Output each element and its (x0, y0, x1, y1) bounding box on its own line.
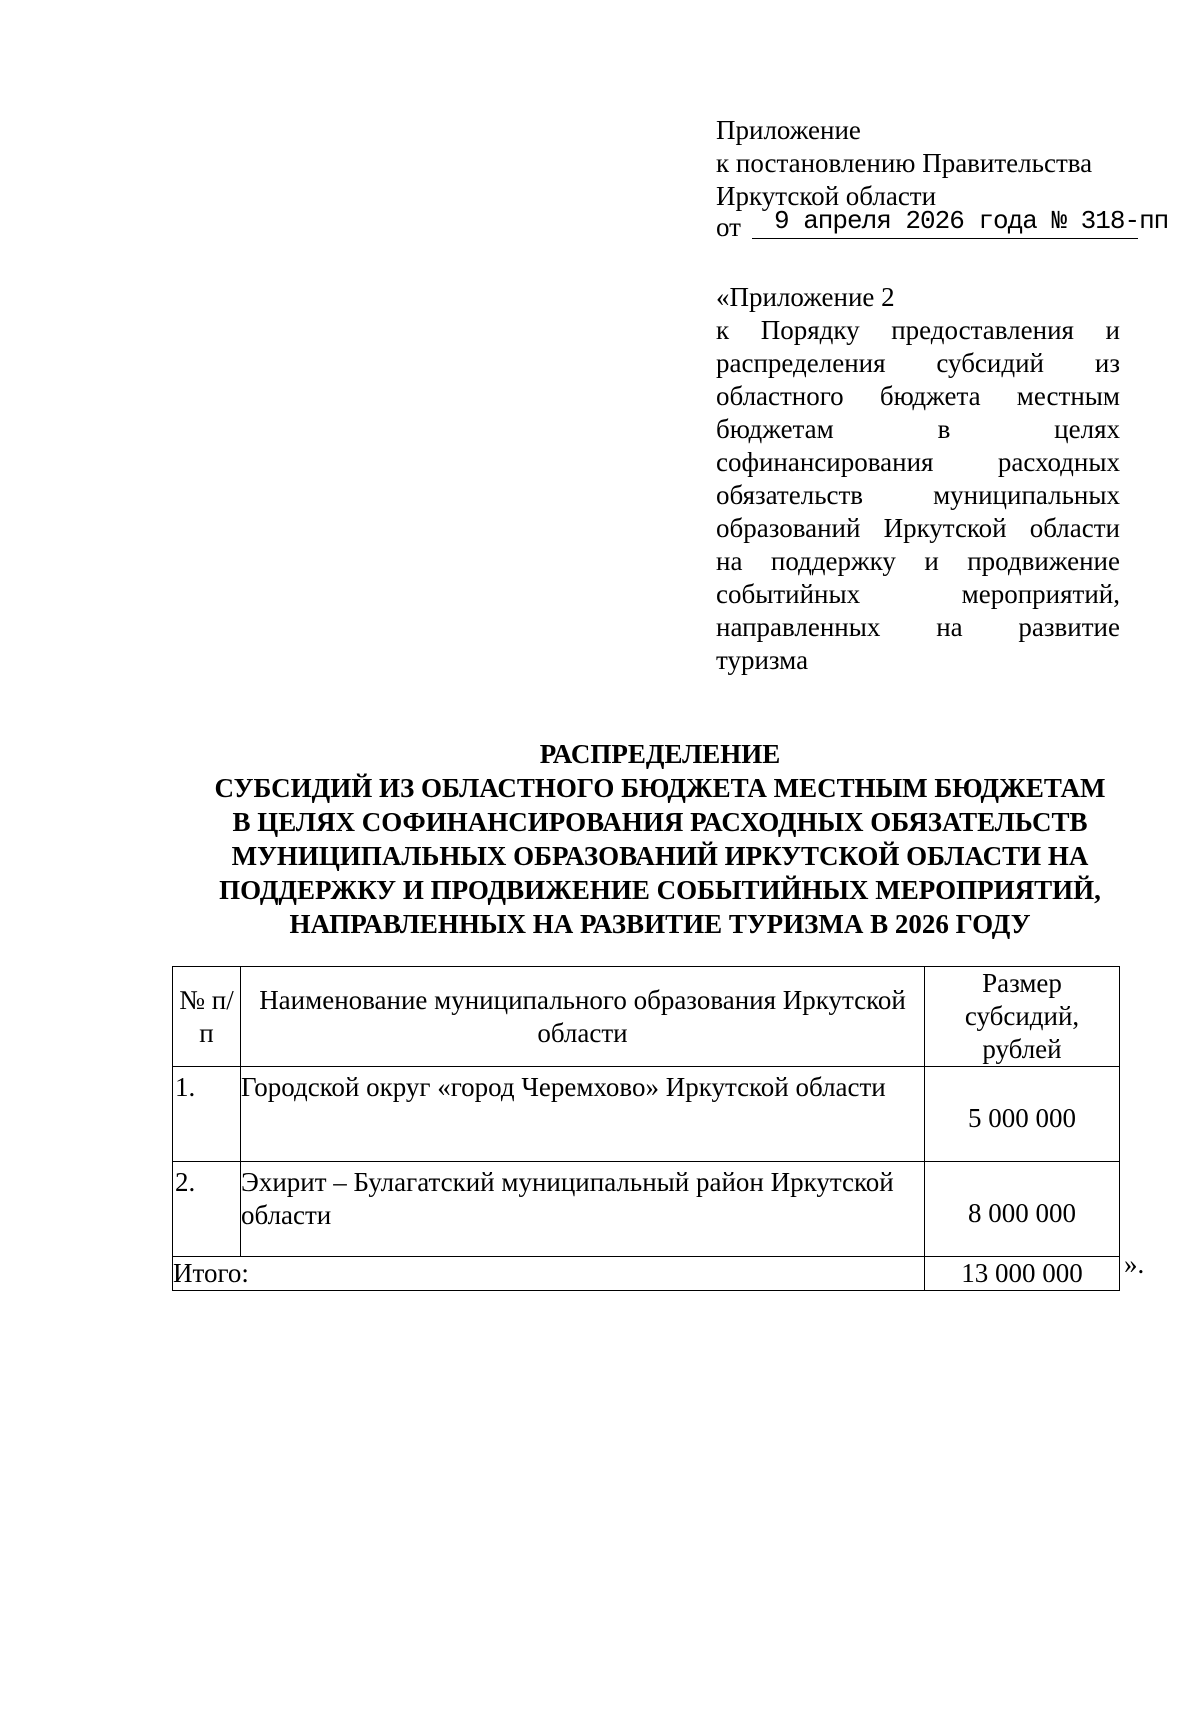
subsidy-table (172, 966, 1120, 1291)
heading-line-5: ПОДДЕРЖКУ И ПРОДВИЖЕНИЕ СОБЫТИЙНЫХ МЕРОПРИЯТИЙ, (219, 875, 1101, 905)
header-name: Наименование муниципального образования Иркутской области (241, 967, 925, 1067)
heading-line-2: СУБСИДИЙ ИЗ ОБЛАСТНОГО БЮДЖЕТА МЕСТНЫМ БЮДЖЕТАМ (214, 773, 1106, 803)
attachment-line-1: Приложение (716, 115, 861, 145)
attachment-line-2: к постановлению Правительства (716, 148, 1093, 178)
annex-2-title: «Приложение 2 (716, 282, 895, 312)
header-num: № п/п (173, 967, 241, 1067)
row-name: Городской округ «город Черемхово» Иркутской области (241, 1067, 925, 1162)
table-total-row (173, 1257, 1120, 1291)
annex-2-header (716, 281, 1120, 677)
attachment-header (716, 114, 1136, 213)
total-amount: 13 000 000 (925, 1257, 1120, 1291)
annex-2-body: к Порядку предоставления и распределения субсидий из областного бюджета местным бюджетам в целях софинансирования расходных обязательств муниципальных образований Иркутской области на поддержку и продвижение событийных мероприятий, направленных на развитие туризма (716, 315, 1120, 675)
row-num: 2. (173, 1162, 241, 1257)
table-row (173, 1067, 1120, 1162)
date-prefix: от (716, 212, 741, 242)
header-amount-cell (925, 967, 1120, 1067)
heading-line-1: РАСПРЕДЕЛЕНИЕ (539, 739, 781, 769)
row-name: Эхирит – Булагатский муниципальный район Иркутской области (241, 1162, 925, 1257)
resolution-date-number: 9 апреля 2026 года № 318-пп (752, 205, 1138, 239)
document-heading (160, 737, 1160, 941)
closing-quote: ». (1124, 1249, 1145, 1279)
total-label: Итого: (173, 1257, 925, 1291)
table-header-row (173, 967, 1120, 1067)
row-amount: 8 000 000 (925, 1162, 1120, 1257)
row-amount: 5 000 000 (925, 1067, 1120, 1162)
heading-line-6: НАПРАВЛЕННЫХ НА РАЗВИТИЕ ТУРИЗМА В 2026 ГОДУ (289, 909, 1031, 939)
resolution-date-line (716, 206, 1169, 244)
heading-line-3: В ЦЕЛЯХ СОФИНАНСИРОВАНИЯ РАСХОДНЫХ ОБЯЗАТЕЛЬСТВ (232, 807, 1088, 837)
table-row (173, 1162, 1120, 1257)
attachment-line-3: Иркутской области (716, 181, 937, 211)
header-amount: Размер субсидий, рублей (964, 968, 1080, 1064)
row-num: 1. (173, 1067, 241, 1162)
heading-line-4: МУНИЦИПАЛЬНЫХ ОБРАЗОВАНИЙ ИРКУТСКОЙ ОБЛАСТИ НА (231, 841, 1089, 871)
